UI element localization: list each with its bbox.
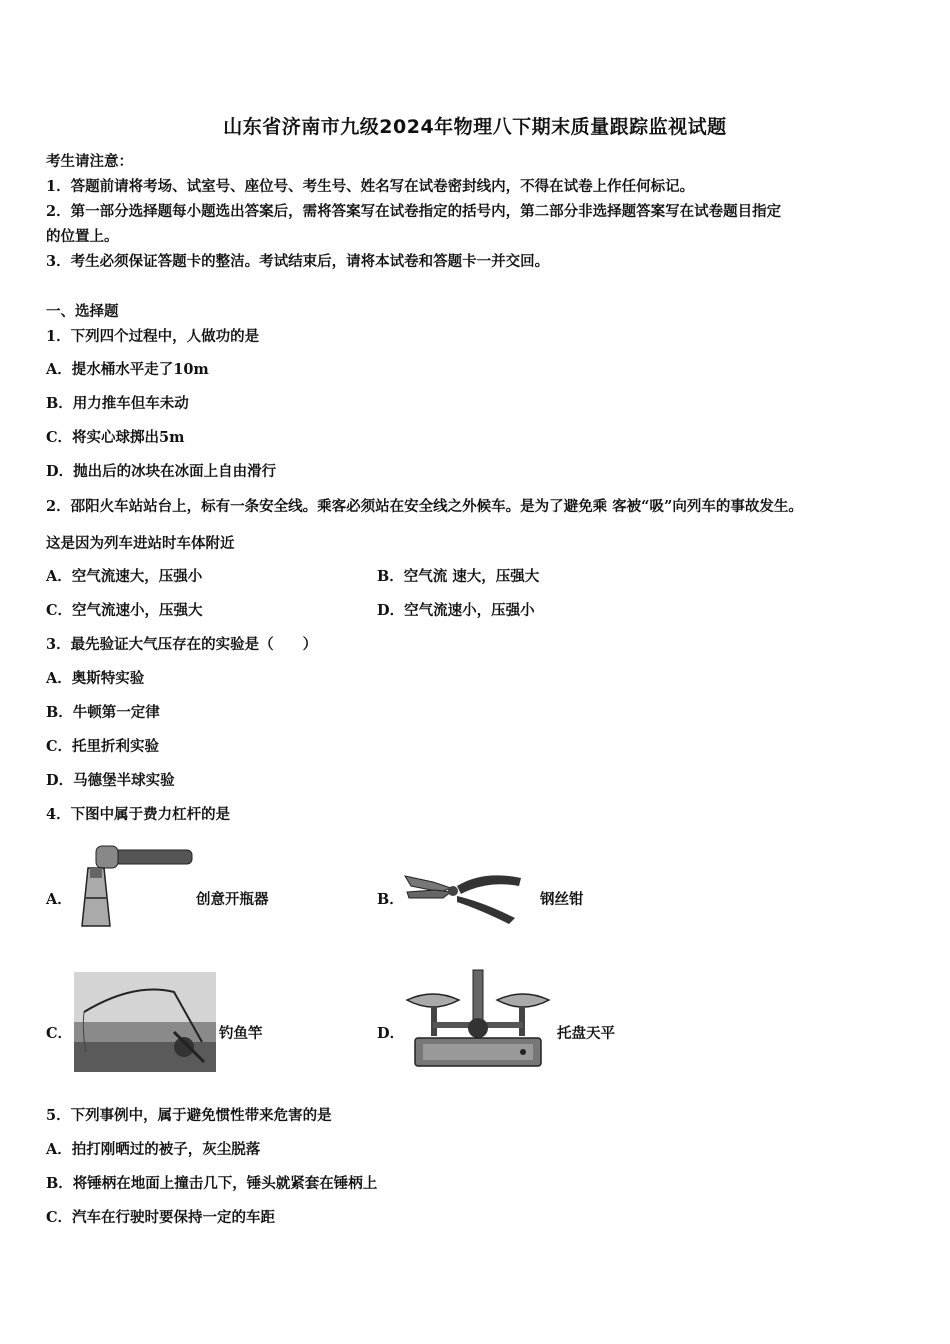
question-5-option-a: A．拍打刚晒过的被子，灰尘脱落 (46, 1141, 261, 1158)
question-4-option-a-caption: 创意开瓶器 (196, 891, 269, 908)
question-4-option-b-caption: 钢丝钳 (540, 891, 584, 908)
question-2-option-d: D．空气流速小，压强小 (377, 602, 535, 619)
question-1-option-c: C．将实心球掷出5m (46, 429, 185, 446)
question-4-option-b-letter: B． (377, 891, 404, 908)
balance-scale-image (403, 966, 553, 1072)
question-5-option-b: B．将锤柄在地面上撞击几下，锤头就紧套在锤柄上 (46, 1175, 378, 1192)
question-2-stem: 2．邵阳火车站站台上，标有一条安全线。乘客必须站在安全线之外候车。是为了避免乘 客被“吸”向列车的事故发生。 (46, 498, 803, 515)
question-2-option-c: C．空气流速小，压强大 (46, 602, 203, 619)
notice-item: 2．第一部分选择题每小题选出答案后，需将答案写在试卷指定的括号内，第二部分非选择题答案写在试卷题目指定 (46, 203, 782, 220)
question-1-option-d: D．抛出后的冰块在冰面上自由滑行 (46, 463, 277, 480)
question-3-stem: 3．最先验证大气压存在的实验是（ ） (46, 636, 318, 653)
question-2-stem-cont: 这是因为列车进站时车体附近 (46, 535, 235, 552)
notice-item: 1．答题前请将考场、试室号、座位号、考生号、姓名写在试卷密封线内，不得在试卷上作任何标记。 (46, 178, 695, 195)
question-1-stem: 1．下列四个过程中，人做功的是 (46, 328, 260, 345)
notice-item: 的位置上。 (46, 228, 119, 245)
question-4-stem: 4．下图中属于费力杠杆的是 (46, 806, 231, 823)
question-3-option-b: B．牛顿第一定律 (46, 704, 160, 721)
question-2-option-b: B．空气流 速大，压强大 (377, 568, 540, 585)
question-4-option-d-letter: D． (377, 1025, 405, 1042)
question-4-option-d-caption: 托盘天平 (557, 1025, 615, 1042)
question-3-option-a: A．奥斯特实验 (46, 670, 145, 687)
question-2-option-a: A．空气流速大，压强小 (46, 568, 203, 585)
question-1-option-b: B．用力推车但车未动 (46, 395, 189, 412)
section-heading: 一、选择题 (46, 303, 119, 320)
bottle-opener-image (74, 838, 194, 930)
question-4-option-c-caption: 钓鱼竿 (219, 1025, 263, 1042)
question-1-option-a: A．提水桶水平走了10m (46, 361, 209, 378)
question-4-option-c-letter: C． (46, 1025, 73, 1042)
notice-item: 3．考生必须保证答题卡的整洁。考试结束后，请将本试卷和答题卡一并交回。 (46, 253, 550, 270)
question-5-stem: 5．下列事例中，属于避免惯性带来危害的是 (46, 1107, 332, 1124)
question-3-option-d: D．马德堡半球实验 (46, 772, 175, 789)
pliers-image (403, 862, 525, 924)
question-4-option-a-letter: A． (46, 891, 72, 908)
notice-heading: 考生请注意： (46, 153, 133, 170)
page-title: 山东省济南市九级2024年物理八下期末质量跟踪监视试题 (223, 116, 727, 138)
question-5-option-c: C．汽车在行驶时要保持一定的车距 (46, 1209, 276, 1226)
fishing-rod-image (74, 972, 216, 1072)
question-3-option-c: C．托里折利实验 (46, 738, 160, 755)
